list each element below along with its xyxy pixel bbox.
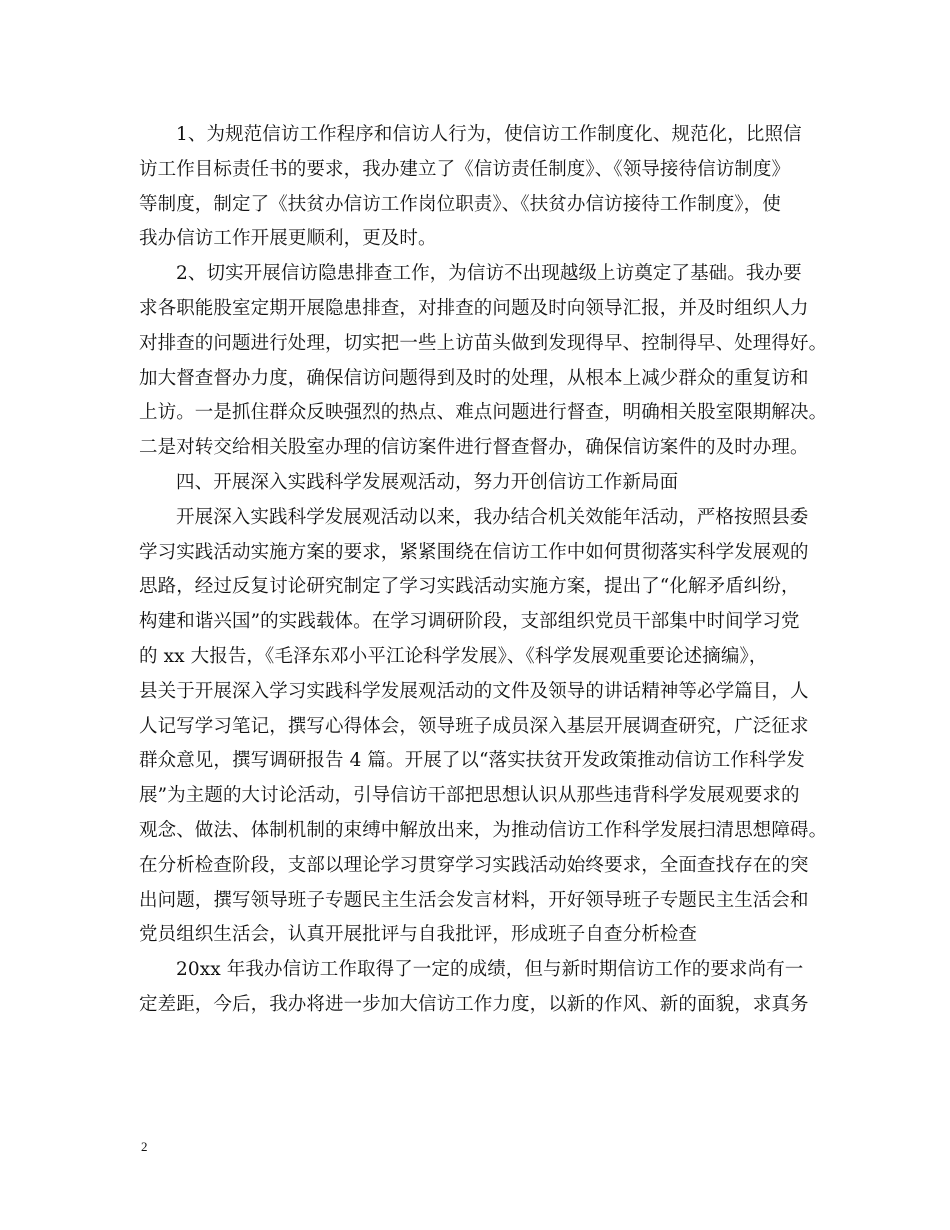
text-line: 2、切实开展信访隐患排查工作，为信访不出现越级上访奠定了基础。我办要 bbox=[176, 263, 802, 285]
paragraph-3 bbox=[139, 501, 839, 953]
text-line: 开展深入实践科学发展观活动以来，我办结合机关效能年活动，严格按照县委 bbox=[176, 506, 809, 528]
page-number: 2 bbox=[141, 1139, 148, 1154]
text-line: 出问题，撰写领导班子专题民主生活会发言材料，开好领导班子专题民主生活会和 bbox=[139, 889, 809, 911]
text-line: 访工作目标责任书的要求，我办建立了《信访责任制度》、《领导接待信访制度》 bbox=[139, 158, 791, 180]
text-line: 思路，经过反复讨论研究制定了学习实践活动实施方案，提出了“化解矛盾纠纷， bbox=[139, 576, 800, 598]
text-line: 学习实践活动实施方案的要求，紧紧围绕在信访工作中如何贯彻落实科学发展观的 bbox=[139, 541, 809, 563]
text-line: 加大督查督办力度，确保信访问题得到及时的处理，从根本上减少群众的重复访和 bbox=[139, 367, 809, 389]
text-line: 观念、做法、体制机制的束缚中解放出来，为推动信访工作科学发展扫清思想障碍。 bbox=[139, 819, 828, 841]
text-line: 党员组织生活会，认真开展批评与自我批评，形成班子自查分析检查 bbox=[139, 924, 698, 946]
text-line: 1、为规范信访工作程序和信访人行为，使信访工作制度化、规范化，比照信 bbox=[176, 124, 802, 145]
text-line: 在分析检查阶段，支部以理论学习贯穿学习实践活动始终要求，全面查找存在的突 bbox=[139, 854, 809, 876]
text-line: 展”为主题的大讨论活动，引导信访干部把思想认识从那些违背科学发展观要求的 bbox=[139, 785, 800, 807]
text-line: 我办信访工作开展更顺利，更及时。 bbox=[139, 228, 437, 250]
text-line: 群众意见，撰写调研报告 4 篇。开展了以“落实扶贫开发政策推动信访工作科学发 bbox=[139, 750, 805, 772]
text-line: 上访。一是抓住群众反映强烈的热点、难点问题进行督查，明确相关股室限期解决。 bbox=[139, 402, 828, 424]
paragraph-1 bbox=[139, 118, 839, 257]
section-heading bbox=[139, 466, 839, 501]
text-line: 等制度，制定了《扶贫办信访工作岗位职责》、《扶贫办信访接待工作制度》，使 bbox=[139, 193, 781, 215]
text-line: 二是对转交给相关股室办理的信访案件进行督查督办，确保信访案件的及时办理。 bbox=[139, 437, 809, 459]
text-line: 对排查的问题进行处理，切实把一些上访苗头做到发现得早、控制得早、处理得好。 bbox=[139, 332, 828, 354]
text-line: 定差距，今后，我办将进一步加大信访工作力度，以新的作风、新的面貌，求真务 bbox=[139, 993, 809, 1015]
text-line: 20xx 年我办信访工作取得了一定的成绩，但与新时期信访工作的要求尚有一 bbox=[176, 959, 804, 981]
text-line: 县关于开展深入学习实践科学发展观活动的文件及领导的讲话精神等必学篇目，人 bbox=[139, 680, 809, 702]
text-line: 人记写学习笔记，撰写心得体会，领导班子成员深入基层开展调查研究，广泛征求 bbox=[139, 715, 809, 737]
paragraph-4 bbox=[139, 953, 839, 1023]
paragraph-2 bbox=[139, 257, 839, 466]
text-line: 构建和谐兴国”的实践载体。在学习调研阶段，支部组织党员干部集中时间学习党 bbox=[139, 611, 800, 633]
text-line: 的 xx 大报告，《毛泽东邓小平江论科学发展》、《科学发展观重要论述摘编》， bbox=[139, 645, 768, 667]
document-body bbox=[139, 118, 839, 1023]
text-line: 求各职能股室定期开展隐患排查，对排查的问题及时向领导汇报，并及时组织人力 bbox=[139, 297, 809, 319]
section-heading-text: 四、开展深入实践科学发展观活动，努力开创信访工作新局面 bbox=[176, 471, 679, 493]
